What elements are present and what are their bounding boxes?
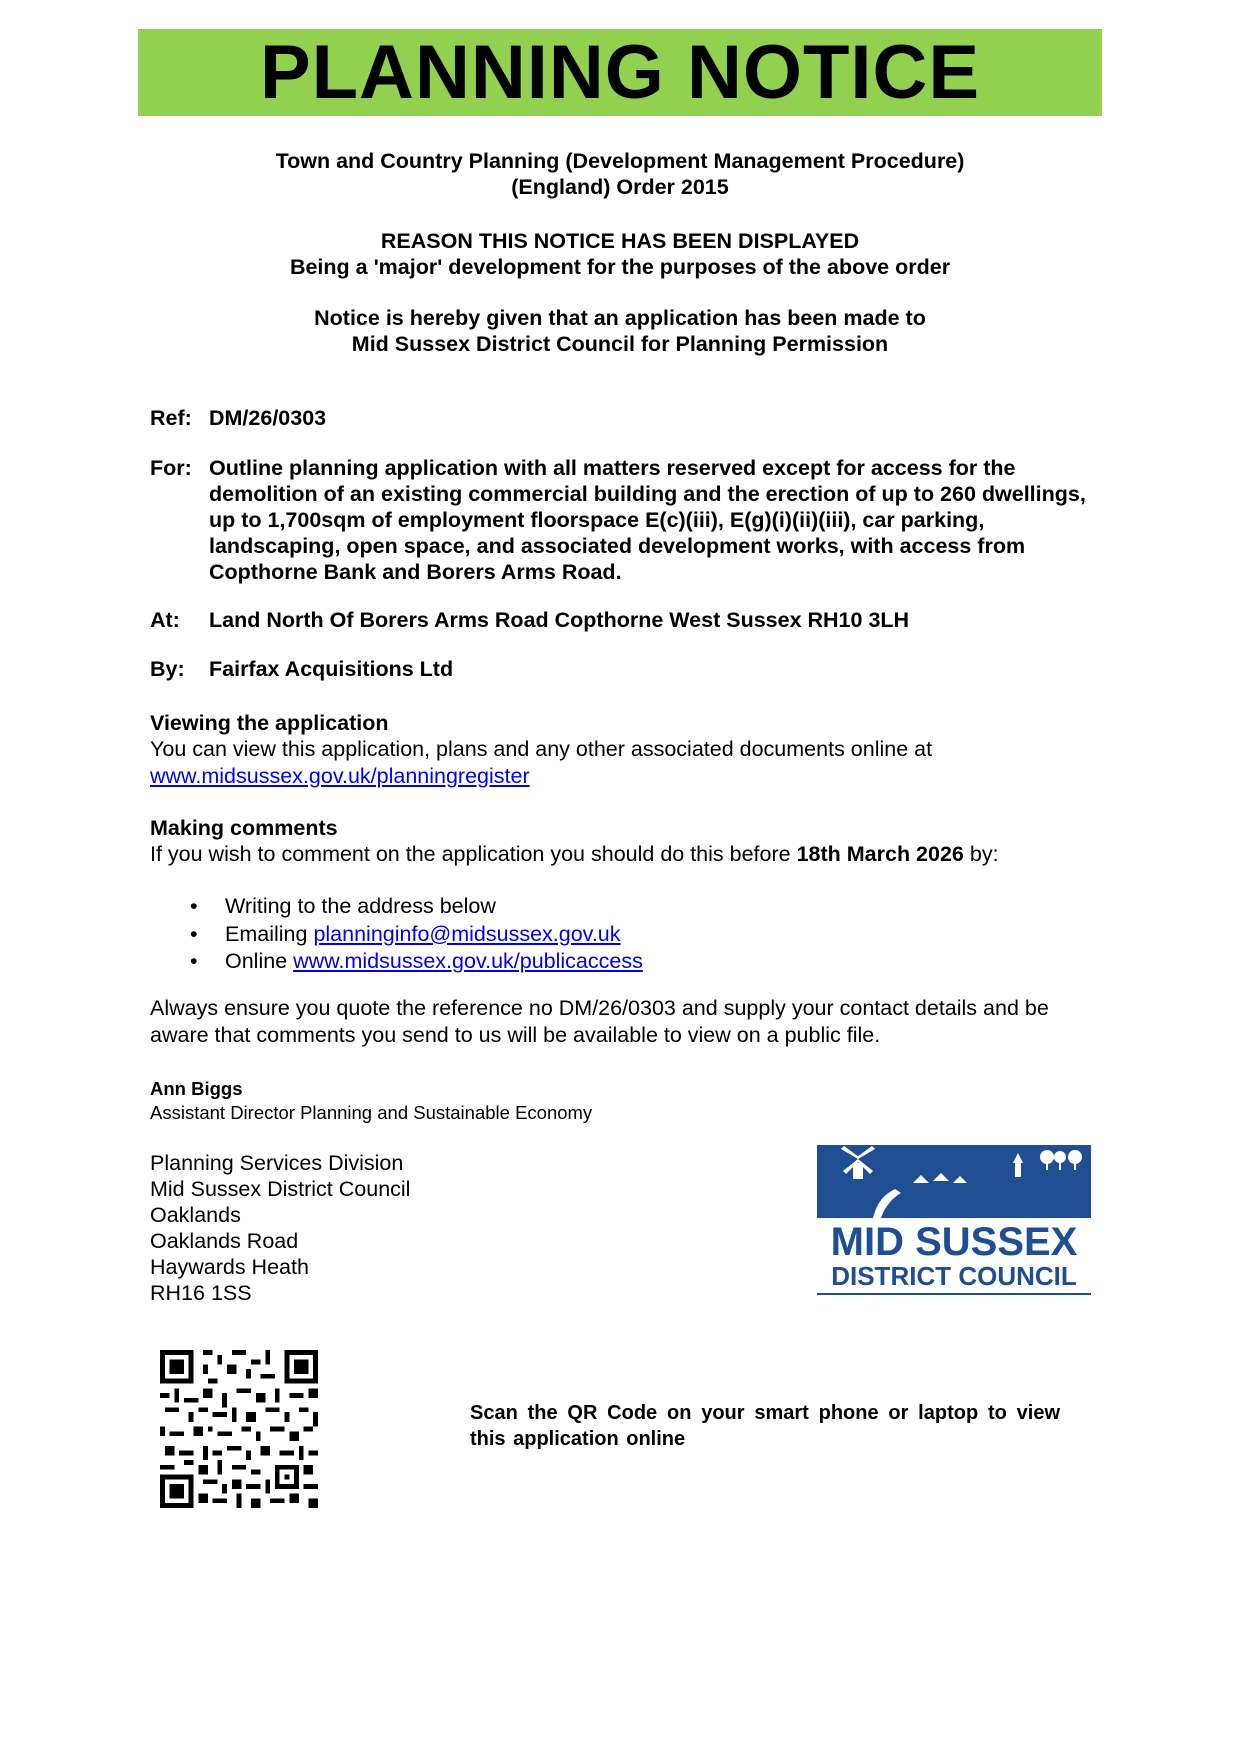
legislation-block xyxy=(138,148,1102,200)
by-row xyxy=(150,656,1090,682)
comment-method-email-label: Emailing xyxy=(225,921,314,946)
address-line: Planning Services Division xyxy=(150,1151,404,1175)
comment-methods-list xyxy=(150,893,1050,976)
bullet: • xyxy=(190,949,198,973)
reason-block xyxy=(138,228,1102,280)
reason-text: Being a 'major' development for the purposes of the above order xyxy=(289,255,951,279)
postal-address xyxy=(150,1150,410,1306)
legislation-line-1: Town and Country Planning (Development Management Procedure) xyxy=(275,149,965,173)
bullet: • xyxy=(190,921,198,946)
qr-code[interactable] xyxy=(158,1350,320,1508)
list-item xyxy=(150,921,1050,949)
address-line: RH16 1SS xyxy=(150,1281,252,1305)
list-item xyxy=(150,948,1050,976)
viewing-heading: Viewing the application xyxy=(150,711,389,735)
notice-line-1: Notice is hereby given that an application has been made to xyxy=(314,306,926,330)
notice-banner xyxy=(138,29,1102,116)
ref-row xyxy=(150,405,1090,431)
qr-caption: Scan the QR Code on your smart phone or laptop to view this application online xyxy=(470,1402,1060,1450)
planning-register-link[interactable]: www.midsussex.gov.uk/planningregister xyxy=(150,763,530,788)
address-line: Oaklands xyxy=(150,1203,241,1227)
signatory-role: Assistant Director Planning and Sustainable Economy xyxy=(150,1102,593,1123)
comments-deadline: 18th March 2026 xyxy=(796,842,964,866)
comment-method-writing: Writing to the address below xyxy=(225,894,496,918)
legislation-line-2: (England) Order 2015 xyxy=(511,175,729,199)
reason-heading: REASON THIS NOTICE HAS BEEN DISPLAYED xyxy=(380,229,860,253)
comments-intro-after: by: xyxy=(963,842,999,866)
council-logo xyxy=(817,1145,1091,1297)
signatory-name: Ann Biggs xyxy=(150,1078,243,1099)
comment-method-online-label: Online xyxy=(225,949,294,973)
signatory xyxy=(150,1077,592,1125)
list-item xyxy=(150,893,1050,921)
notice-block xyxy=(138,305,1102,357)
email-link[interactable]: planninginfo@midsussex.gov.uk xyxy=(313,921,621,946)
logo-line-1: MID SUSSEX xyxy=(830,1220,1078,1264)
for-row xyxy=(150,455,1090,585)
viewing-description: You can view this application, plans and any other associated documents online at xyxy=(150,737,933,761)
address-line: Oaklands Road xyxy=(150,1229,299,1253)
comments-intro xyxy=(150,841,1090,868)
by-value: Fairfax Acquisitions Ltd xyxy=(209,657,454,681)
notice-line-2: Mid Sussex District Council for Planning Permission xyxy=(351,332,889,356)
for-value: Outline planning application with all matters reserved except for access for the demolition of an existing commercial building and the erection of up to 260 dwellings, up to 1,700sqm of employment floorspace E(c)(iii), E(g)(i)(ii)(iii), car parking, landscaping, open space, and associated development works, with access from Copthorne Bank and Borers Arms Road. xyxy=(209,456,1086,584)
at-value: Land North Of Borers Arms Road Copthorne West Sussex RH10 3LH xyxy=(209,608,910,632)
at-label: At: xyxy=(150,608,180,632)
notice-title: PLANNING NOTICE xyxy=(259,29,981,115)
by-label: By: xyxy=(150,657,185,681)
comments-intro-before: If you wish to comment on the application you should do this before xyxy=(150,842,797,866)
ref-value: DM/26/0303 xyxy=(209,406,327,430)
bullet: • xyxy=(190,894,198,918)
public-access-link[interactable]: www.midsussex.gov.uk/publicaccess xyxy=(293,949,643,973)
logo-line-2: DISTRICT COUNCIL xyxy=(831,1261,1077,1291)
address-line: Haywards Heath xyxy=(150,1255,309,1279)
viewing-text xyxy=(150,736,1090,789)
address-line: Mid Sussex District Council xyxy=(150,1177,411,1201)
at-row xyxy=(150,607,1090,633)
ref-label: Ref: xyxy=(150,406,192,430)
reference-reminder: Always ensure you quote the reference no DM/26/0303 and supply your contact details and be aware that comments you send to us will be available to view on a public file. xyxy=(150,996,1049,1047)
comments-heading: Making comments xyxy=(150,816,338,840)
for-label: For: xyxy=(150,456,192,480)
